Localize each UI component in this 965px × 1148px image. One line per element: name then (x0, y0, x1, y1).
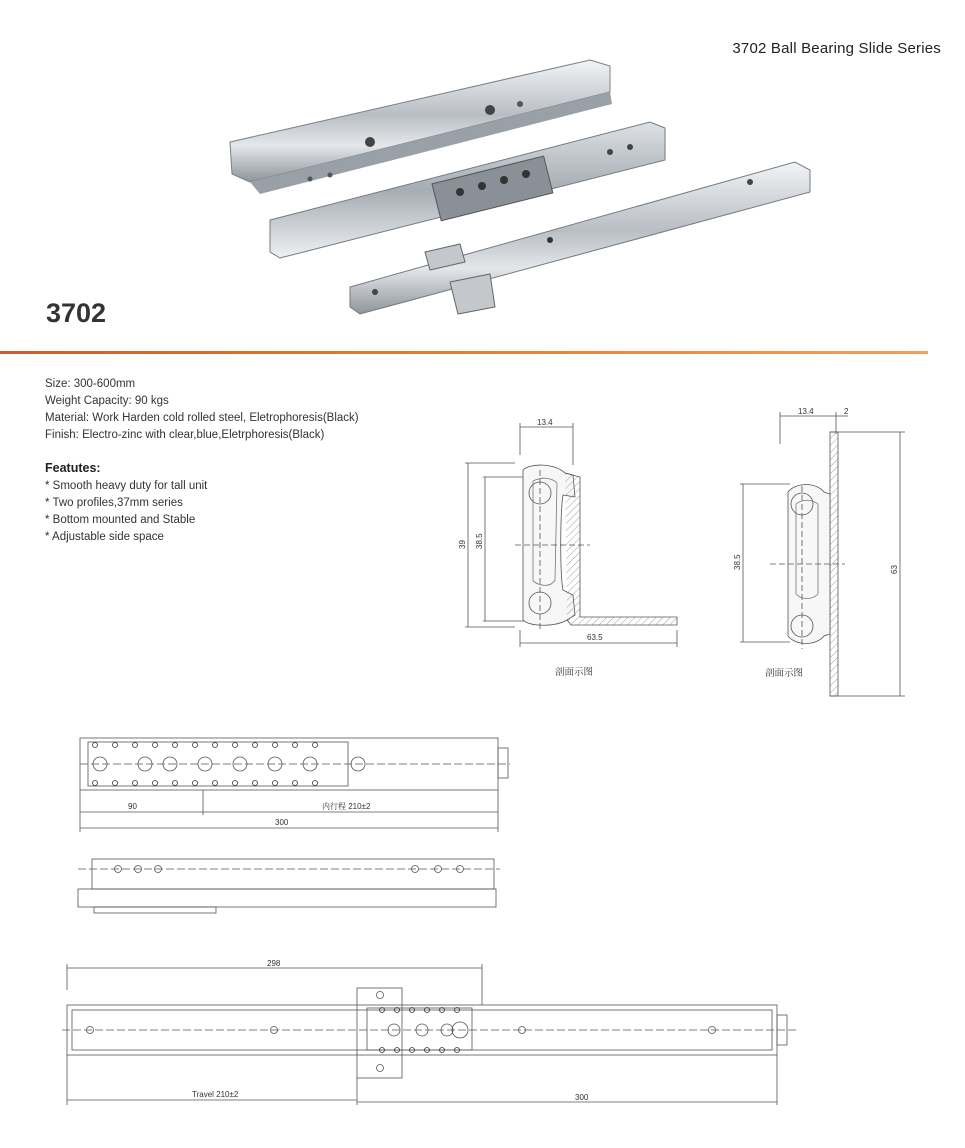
spec-weight-capacity: Weight Capacity: 90 kgs (45, 395, 169, 407)
dim-label: 63 (890, 565, 899, 574)
dim-label: 13.4 (798, 407, 814, 416)
feature-item: * Two profiles,37mm series (45, 497, 183, 509)
profile-drawing-right (730, 404, 910, 704)
profile-caption: 剖面示图 (765, 668, 804, 679)
dim-label: 300 (575, 1093, 589, 1102)
section-divider (0, 351, 928, 354)
product-photo (220, 52, 820, 322)
dim-label: 38.5 (733, 554, 742, 570)
dim-label: Travel 210±2 (192, 1090, 239, 1099)
spec-list (45, 376, 359, 444)
feature-item: * Adjustable side space (45, 531, 164, 543)
dim-label: 63.5 (587, 633, 603, 642)
dim-label: 298 (267, 960, 281, 968)
dim-label: 13.4 (537, 418, 553, 427)
feature-item: * Smooth heavy duty for tall unit (45, 480, 208, 492)
dim-label: 300 (275, 818, 289, 827)
side-view-drawing (70, 730, 520, 840)
dim-label: 38.5 (475, 533, 484, 549)
spec-size: Size: 300-600mm (45, 378, 136, 390)
profile-caption: 剖面示图 (555, 667, 594, 678)
dim-label: 内行程 210±2 (322, 802, 371, 811)
feature-item: * Bottom mounted and Stable (45, 514, 196, 526)
dim-label: 39 (458, 540, 467, 549)
bottom-view-drawing (62, 960, 802, 1110)
model-number: 3702 (46, 298, 107, 328)
dim-label: 90 (128, 802, 137, 811)
spec-finish: Finish: Electro-zinc with clear,blue,Eletrphoresis(Black) (45, 429, 325, 441)
rail-side-view-drawing (70, 855, 510, 917)
features-heading: Featutes: (45, 461, 101, 475)
spec-material: Material: Work Harden cold rolled steel, Eletrophoresis(Black) (45, 412, 359, 424)
profile-drawing-left (455, 415, 690, 685)
series-title: 3702 Ball Bearing Slide Series (732, 40, 941, 57)
features-list (45, 478, 207, 546)
dim-label: 2 (844, 407, 849, 416)
